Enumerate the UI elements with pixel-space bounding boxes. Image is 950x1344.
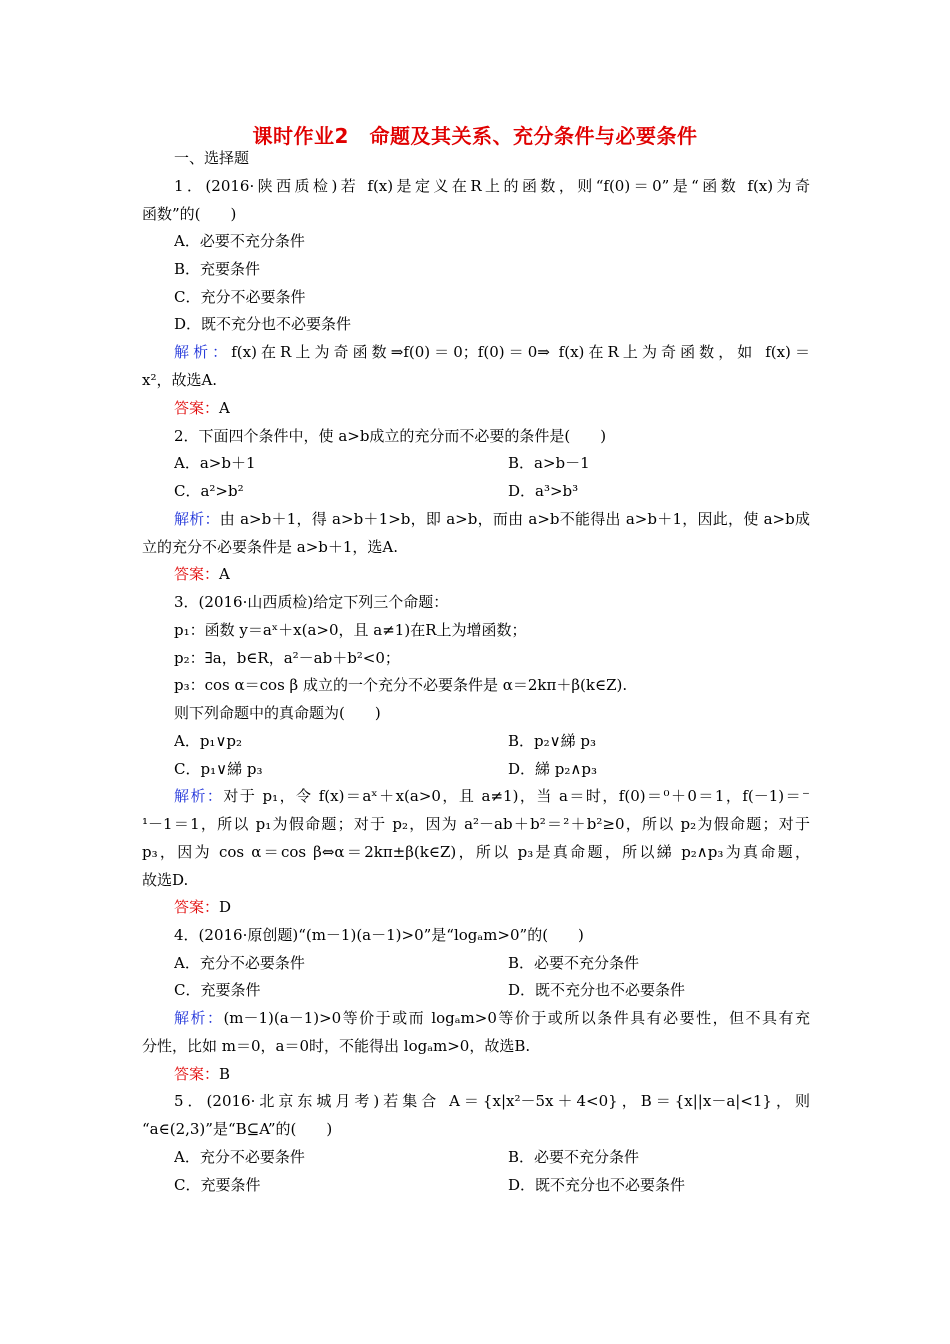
analysis-label: 解析： bbox=[174, 1009, 224, 1027]
q1-analysis-line1 bbox=[174, 342, 810, 362]
q4-analysis-line2: 分性，比如 m＝0，a＝0时，不能得出 logₐm>0，故选B. bbox=[142, 1037, 531, 1055]
q2-analysis-line1 bbox=[174, 509, 810, 529]
q2-stem: 2．下面四个条件中，使 a>b成立的充分而不必要的条件是( ) bbox=[174, 427, 607, 445]
q5-option-a: A．充分不必要条件 bbox=[174, 1148, 305, 1166]
q2-option-c: C．a²>b² bbox=[174, 482, 244, 500]
page-title: 课时作业2 命题及其关系、充分条件与必要条件 bbox=[252, 124, 698, 148]
analysis-label: 解析： bbox=[174, 787, 224, 805]
section-heading: 一、选择题 bbox=[174, 149, 250, 167]
q1-analysis-text1: f(x)在R上为奇函数⇒f(0)＝0；f(0)＝0⇒ f(x)在R上为奇函数，如 f(x)＝ bbox=[231, 343, 810, 361]
q2-answer-value: A bbox=[219, 565, 230, 583]
q3-proposition-p2: p₂：∃a，b∈R，a²－ab＋b²<0； bbox=[174, 649, 400, 667]
q3-analysis-line3: p₃，因为 cos α＝cos β⇔α＝2kπ±β(k∈Z)，所以 p₃是真命题，所以綈 p₂∧p₃为真命题， bbox=[142, 843, 810, 861]
q4-option-d: D．既不充分也不必要条件 bbox=[508, 981, 686, 999]
q3-stem: 3．(2016·山西质检)给定下列三个命题： bbox=[174, 593, 449, 611]
q3-option-c: C．p₁∨綈 p₃ bbox=[174, 760, 263, 778]
q5-option-c: C．充要条件 bbox=[174, 1176, 261, 1194]
q4-stem: 4．(2016·原创题)“(m－1)(a－1)>0”是“logₐm>0”的( ) bbox=[174, 926, 584, 944]
q2-analysis-line2: 立的充分不必要条件是 a>b＋1，选A. bbox=[142, 538, 399, 556]
q4-option-c: C．充要条件 bbox=[174, 981, 261, 999]
q5-option-b: B．必要不充分条件 bbox=[508, 1148, 640, 1166]
q1-stem-line1: 1．(2016·陕西质检)若 f(x)是定义在R上的函数，则“f(0)＝0”是“函数 f(x)为奇 bbox=[174, 177, 810, 195]
q1-option-a: A．必要不充分条件 bbox=[174, 232, 305, 250]
q2-analysis-text1: 由 a>b＋1，得 a>b＋1>b，即 a>b，而由 a>b不能得出 a>b＋1，因此，使 a>b成 bbox=[219, 510, 810, 528]
answer-label: 答案： bbox=[174, 898, 220, 916]
q1-answer-value: A bbox=[219, 399, 230, 417]
q3-proposition-p3: p₃：cos α＝cos β 成立的一个充分不必要条件是 α＝2kπ＋β(k∈Z). bbox=[174, 676, 628, 694]
q3-analysis-line1 bbox=[174, 786, 810, 806]
q2-option-a: A．a>b＋1 bbox=[174, 454, 256, 472]
answer-label: 答案： bbox=[174, 565, 220, 583]
q1-answer bbox=[174, 398, 810, 418]
q4-option-a: A．充分不必要条件 bbox=[174, 954, 305, 972]
q4-analysis-text1: (m－1)(a－1)>0等价于或而 logₐm>0等价于或所以条件具有必要性，但不具有充 bbox=[223, 1009, 810, 1027]
q2-option-d: D．a³>b³ bbox=[508, 482, 579, 500]
q3-option-a: A．p₁∨p₂ bbox=[174, 732, 243, 750]
q3-answer-value: D bbox=[219, 898, 232, 916]
q4-answer bbox=[174, 1064, 810, 1084]
q3-analysis-line4: 故选D. bbox=[142, 871, 189, 889]
q4-option-b: B．必要不充分条件 bbox=[508, 954, 640, 972]
q1-stem-line2: 函数”的( ) bbox=[142, 205, 237, 223]
q1-option-c: C．充分不必要条件 bbox=[174, 288, 306, 306]
answer-label: 答案： bbox=[174, 1065, 220, 1083]
q3-proposition-p1: p₁：函数 y＝aˣ＋x(a>0，且 a≠1)在R上为增函数； bbox=[174, 621, 527, 639]
q1-option-b: B．充要条件 bbox=[174, 260, 261, 278]
q4-analysis-line1 bbox=[174, 1008, 810, 1028]
q2-answer bbox=[174, 564, 810, 584]
q2-option-b: B．a>b－1 bbox=[508, 454, 590, 472]
q3-ask: 则下列命题中的真命题为( ) bbox=[174, 704, 381, 722]
q3-analysis-line2: ¹－1＝1，所以 p₁为假命题；对于 p₂，因为 a²－ab＋b²＝²＋b²≥0，所以 p₂为假命题；对于 bbox=[142, 815, 810, 833]
answer-label: 答案： bbox=[174, 399, 220, 417]
q5-stem-line2: “a∈(2,3)”是“B⊆A”的( ) bbox=[142, 1120, 333, 1138]
analysis-label: 解析： bbox=[174, 343, 232, 361]
q1-option-d: D．既不充分也不必要条件 bbox=[174, 315, 352, 333]
q3-option-b: B．p₂∨綈 p₃ bbox=[508, 732, 597, 750]
q3-analysis-text1: 对于 p₁，令 f(x)＝aˣ＋x(a>0，且 a≠1)，当 a＝时，f(0)＝⁰＋0＝1，f(－1)＝⁻ bbox=[223, 787, 810, 805]
q3-option-d: D．綈 p₂∧p₃ bbox=[508, 760, 598, 778]
q5-option-d: D．既不充分也不必要条件 bbox=[508, 1176, 686, 1194]
q4-answer-value: B bbox=[219, 1065, 231, 1083]
analysis-label: 解析： bbox=[174, 510, 220, 528]
q5-stem-line1: 5．(2016·北京东城月考)若集合 A＝{x|x²－5x＋4<0}，B＝{x||x－a|<1}，则 bbox=[174, 1092, 810, 1110]
q1-analysis-line2: x²，故选A. bbox=[142, 371, 218, 389]
q3-answer bbox=[174, 897, 810, 917]
